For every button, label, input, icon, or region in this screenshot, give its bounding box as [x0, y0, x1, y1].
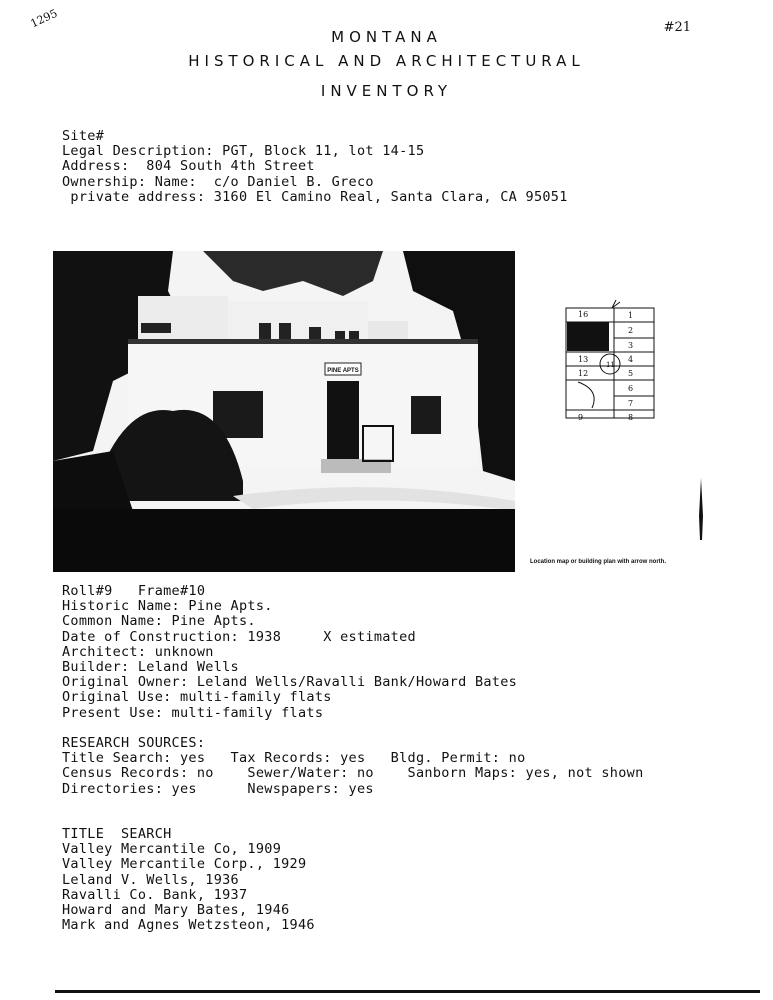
block-label: 11: [606, 361, 615, 369]
title-search-entry: Valley Mercantile Co, 1909: [62, 841, 282, 858]
builder: Builder: Leland Wells: [62, 659, 239, 676]
sheet-number: #21: [663, 20, 691, 35]
lot-label: 3: [628, 341, 634, 350]
lot-label: 16: [578, 310, 589, 319]
building-photo: [53, 251, 515, 572]
title-search-entry: Leland V. Wells, 1936: [62, 871, 239, 888]
header-subtitle: HISTORICAL AND ARCHITECTURAL: [188, 52, 585, 70]
sign-text: PINE APTS: [327, 368, 359, 374]
roll-frame: Roll#9 Frame#10: [62, 583, 206, 599]
bottom-rule: [55, 990, 760, 993]
lot-label: 8: [628, 413, 634, 422]
historic-name: Historic Name: Pine Apts.: [62, 598, 273, 615]
header-title: MONTANA: [331, 28, 442, 46]
common-name: Common Name: Pine Apts.: [62, 613, 256, 630]
original-use: Original Use: multi-family flats: [62, 689, 332, 706]
research-row: Census Records: no Sewer/Water: no Sanborn Maps: yes, not shown: [62, 765, 644, 782]
legal-description: Legal Description: PGT, Block 11, lot 14-15: [62, 143, 425, 160]
title-search-block: [62, 827, 315, 933]
lot-label: 9: [578, 413, 584, 422]
lot-label: 6: [628, 384, 634, 393]
lot-label: 12: [578, 369, 589, 378]
title-search-heading: TITLE SEARCH: [62, 826, 172, 842]
margin-handwritten-mark: 1295: [28, 6, 60, 31]
title-search-entry: Howard and Mary Bates, 1946: [62, 902, 290, 919]
architect: Architect: unknown: [62, 643, 214, 660]
title-search-entry: Valley Mercantile Corp., 1929: [62, 856, 307, 873]
site-info-block: [62, 129, 568, 205]
research-row: Title Search: yes Tax Records: yes Bldg. Permit: no: [62, 750, 526, 767]
lot-label: 7: [628, 399, 634, 408]
lot-label: 1: [628, 311, 634, 320]
location-map: [548, 300, 668, 435]
present-use: Present Use: multi-family flats: [62, 704, 324, 721]
title-search-entry: Ravalli Co. Bank, 1937: [62, 886, 248, 903]
research-row: Directories: yes Newspapers: yes: [62, 780, 374, 797]
address: Address: 804 South 4th Street: [62, 158, 315, 175]
lot-label: 4: [628, 355, 634, 364]
ownership-name: Ownership: Name: c/o Daniel B. Greco: [62, 173, 374, 190]
title-search-entry: Mark and Agnes Wetzsteon, 1946: [62, 917, 315, 934]
date-of-construction: Date of Construction: 1938 X estimated: [62, 628, 416, 645]
header-inventory: INVENTORY: [320, 82, 453, 100]
map-caption: Location map or building plan with arrow north.: [530, 559, 666, 565]
private-address: private address: 3160 El Camino Real, Santa Clara, CA 95051: [62, 188, 568, 205]
research-heading: RESEARCH SOURCES:: [62, 735, 206, 751]
lot-label: 5: [628, 369, 634, 378]
lot-label: 2: [628, 326, 634, 335]
north-arrow-icon: [694, 476, 708, 546]
lot-label: 13: [578, 355, 589, 364]
research-sources-block: [62, 736, 644, 797]
original-owner: Original Owner: Leland Wells/Ravalli Bank/Howard Bates: [62, 674, 518, 691]
site-label: Site#: [62, 128, 105, 144]
details-block: [62, 584, 517, 721]
